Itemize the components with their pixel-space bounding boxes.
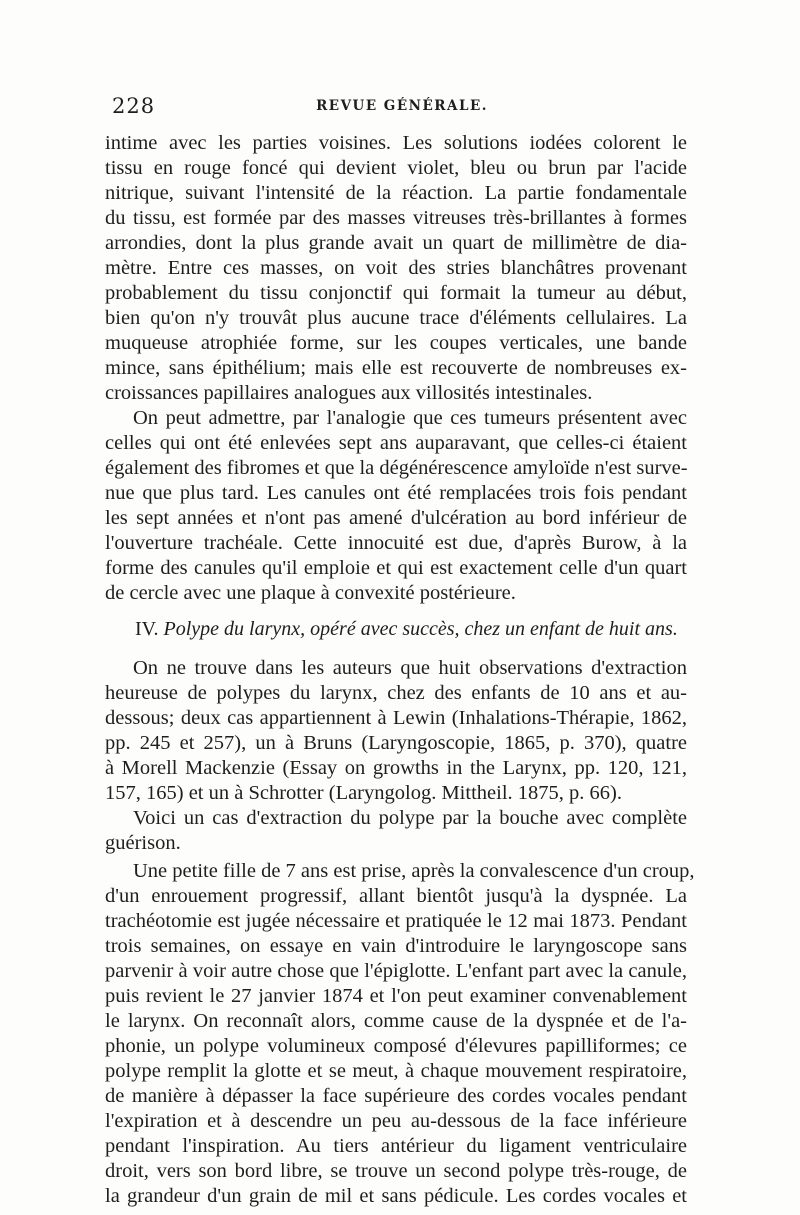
page-header [112,94,692,122]
text-line: les sept années et n'ont pas amené d'ulcération au bord inférieur de [105,507,687,529]
text-line: mètre. Entre ces masses, on voit des stries blanchâtres provenant [105,257,687,279]
text-line: Une petite fille de 7 ans est prise, après la convalescence d'un croup, [133,860,695,882]
text-line: On peut admettre, par l'analogie que ces tumeurs présentent avec [133,407,687,429]
text-line: droit, vers son bord libre, se trouve un second polype très-rouge, de [105,1160,687,1182]
running-head: REVUE GÉNÉRALE. [316,98,488,114]
text-line: guérison. [105,832,181,854]
section-heading [135,615,687,643]
section-title: Polype du larynx, opéré avec succès, chez un enfant de huit ans. [163,618,678,640]
text-line: d'un enrouement progressif, allant bientôt jusqu'à la dyspnée. La [105,885,687,907]
text-line: pendant l'inspiration. Au tiers antérieur du ligament ventriculaire [105,1135,687,1157]
text-line: l'expiration et à descendre un peu au-dessous de la face inférieure [105,1110,687,1132]
text-line: de cercle avec une plaque à convexité postérieure. [105,582,516,604]
text-line: nitrique, suivant l'intensité de la réaction. La partie fondamentale [105,182,687,204]
text-line: le larynx. On reconnaît alors, comme cause de la dyspnée et de l'a- [105,1010,687,1032]
text-line: polype remplit la glotte et se meut, à chaque mouvement respiratoire, [105,1060,687,1082]
text-line: l'ouverture trachéale. Cette innocuité est due, d'après Burow, à la [105,532,687,554]
text-line: puis revient le 27 janvier 1874 et l'on peut examiner convenablement [105,985,687,1007]
text-line: mince, sans épithélium; mais elle est recouverte de nombreuses ex- [105,357,687,379]
text-line: tissu en rouge foncé qui devient violet, bleu ou brun par l'acide [105,157,687,179]
text-line: nue que plus tard. Les canules ont été remplacées trois fois pendant [105,482,687,504]
text-line: Voici un cas d'extraction du polype par la bouche avec complète [133,807,687,829]
text-line: muqueuse atrophiée forme, sur les coupes verticales, une bande [105,332,687,354]
text-line: trois semaines, on essaye en vain d'introduire le laryngoscope sans [105,935,687,957]
text-line: bien qu'on n'y trouvât plus aucune trace d'éléments cellulaires. La [105,307,687,329]
section-number: IV. [135,618,159,640]
text-line: probablement du tissu conjonctif qui formait la tumeur au début, [105,282,687,304]
text-line: phonie, un polype volumineux composé d'élevures papilliformes; ce [105,1035,687,1057]
text-line: pp. 245 et 257), un à Bruns (Laryngoscopie, 1865, p. 370), quatre [105,732,687,754]
text-line: heureuse de polypes du larynx, chez des enfants de 10 ans et au- [105,682,687,704]
text-line: arrondies, dont la plus grande avait un quart de millimètre de dia- [105,232,687,254]
text-line: à Morell Mackenzie (Essay on growths in the Larynx, pp. 120, 121, [105,757,687,779]
text-line: croissances papillaires analogues aux villosités intestinales. [105,382,593,404]
page-number: 228 [112,94,156,118]
text-line: du tissu, est formée par des masses vitreuses très-brillantes à formes [105,207,687,229]
text-line: trachéotomie est jugée nécessaire et pratiquée le 12 mai 1873. Pendant [105,910,687,932]
text-line: On ne trouve dans les auteurs que huit observations d'extraction [133,657,687,679]
text-line: également des fibromes et que la dégénérescence amyloïde n'est surve- [105,457,688,479]
text-line: de manière à dépasser la face supérieure des cordes vocales pendant [105,1085,687,1107]
text-line: la grandeur d'un grain de mil et sans pédicule. Les cordes vocales et [105,1185,687,1207]
text-line: dessous; deux cas appartiennent à Lewin (Inhalations-Thérapie, 1862, [105,707,687,729]
text-line: 157, 165) et un à Schrotter (Laryngolog. Mittheil. 1875, p. 66). [105,782,622,804]
text-line: forme des canules qu'il emploie et qui est exactement celle d'un quart [105,557,687,579]
text-line: celles qui ont été enlevées sept ans auparavant, que celles-ci étaient [105,432,687,454]
text-line: parvenir à voir autre chose que l'épiglotte. L'enfant part avec la canule, [105,960,687,982]
text-line: intime avec les parties voisines. Les solutions iodées colorent le [105,132,687,154]
